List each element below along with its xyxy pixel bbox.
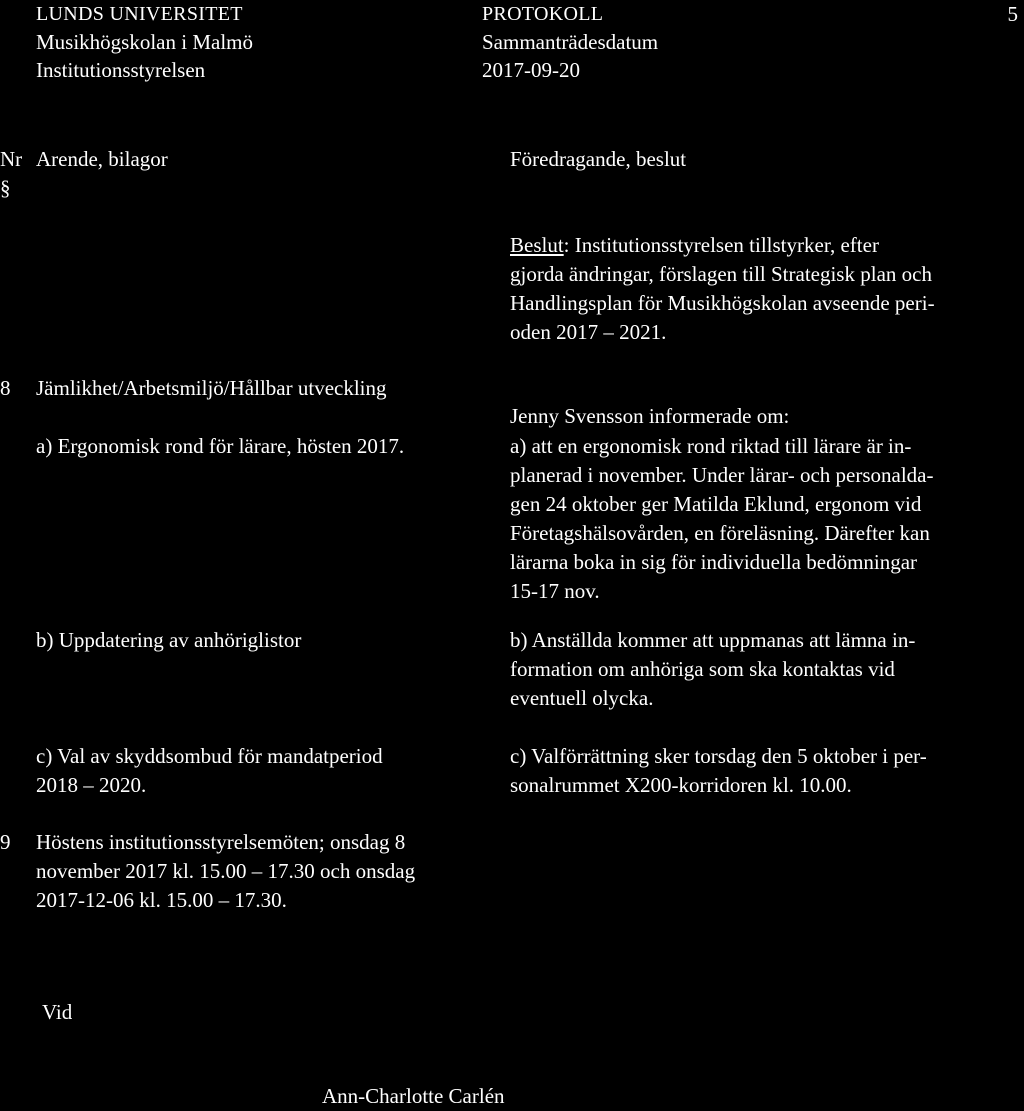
board-name: Institutionsstyrelsen (36, 58, 206, 82)
previous-decision-line-1 (510, 231, 935, 260)
item-8b-matter: b) Uppdatering av anhöriglistor (36, 628, 302, 652)
item-8a-decision-line: gen 24 oktober ger Matilda Eklund, ergonom vid (510, 492, 922, 516)
item-8c-matter-line: c) Val av skyddsombud för mandatperiod (36, 744, 383, 768)
item-8c-decision (510, 742, 927, 800)
column-header-nr (0, 145, 22, 203)
column-header-paragraph-sign: § (0, 176, 11, 200)
previous-decision-line-3: Handlingsplan för Musikhögskolan avseende peri- (510, 291, 935, 315)
item-8a-decision-line: Företagshälsovården, en föreläsning. Därefter kan (510, 521, 930, 545)
column-header-nr-text: Nr (0, 147, 23, 171)
previous-decision (510, 231, 935, 347)
meeting-date: 2017-09-20 (482, 58, 580, 82)
item-8b-decision-line: eventuell olycka. (510, 686, 654, 710)
page-number: 5 (1007, 2, 1018, 26)
previous-decision-line-2: gjorda ändringar, förslagen till Strategisk plan och (510, 262, 932, 286)
column-header-matter: Arende, bilagor (36, 147, 168, 171)
item-8-title: Jämlikhet/Arbetsmiljö/Hållbar utveckling (36, 376, 387, 400)
signature-vid: Vid (42, 1000, 73, 1024)
item-9-matter-line: Höstens institutionsstyrelsemöten; onsdag 8 (36, 830, 406, 854)
university-name: LUNDS UNIVERSITET (36, 3, 243, 25)
item-8c-matter (36, 742, 383, 800)
previous-decision-line-4: oden 2017 – 2021. (510, 320, 667, 344)
header-middle (482, 0, 658, 84)
item-8c-decision-line: sonalrummet X200-korridoren kl. 10.00. (510, 773, 852, 797)
item-8b-decision-line: formation om anhöriga som ska kontaktas vid (510, 657, 895, 681)
decision-text-1: : Institutionsstyrelsen tillstyrker, efter (563, 233, 879, 257)
decision-label: Beslut (510, 233, 564, 257)
item-8a-decision-line: lärarna boka in sig för individuella bedömningar (510, 550, 918, 574)
date-label: Sammanträdesdatum (482, 30, 659, 54)
signature-name: Ann-Charlotte Carlén (322, 1084, 505, 1108)
item-8c-decision-line: c) Valförrättning sker torsdag den 5 oktober i per- (510, 744, 927, 768)
item-8-presenter: Jenny Svensson informerade om: (510, 404, 790, 428)
item-9-matter (36, 828, 415, 915)
item-9-matter-line: november 2017 kl. 15.00 – 17.30 och onsdag (36, 859, 416, 883)
item-8a-decision-line: planerad i november. Under lärar- och personalda- (510, 463, 934, 487)
item-8a-decision (510, 432, 933, 606)
item-8c-matter-line: 2018 – 2020. (36, 773, 147, 797)
item-8b-decision (510, 626, 915, 713)
item-9-matter-line: 2017-12-06 kl. 15.00 – 17.30. (36, 888, 287, 912)
header-left (36, 0, 253, 84)
item-9-number: 9 (0, 830, 11, 854)
faculty-name: Musikhögskolan i Malmö (36, 30, 254, 54)
item-8a-matter: a) Ergonomisk rond för lärare, hösten 2017. (36, 434, 405, 458)
column-header-decision: Föredragande, beslut (510, 147, 687, 171)
document-type: PROTOKOLL (482, 3, 604, 25)
item-8b-decision-line: b) Anställda kommer att uppmanas att lämna in- (510, 628, 916, 652)
item-8a-decision-line: a) att en ergonomisk rond riktad till lärare är in- (510, 434, 912, 458)
item-8-number: 8 (0, 376, 11, 400)
item-8a-decision-line: 15-17 nov. (510, 579, 600, 603)
